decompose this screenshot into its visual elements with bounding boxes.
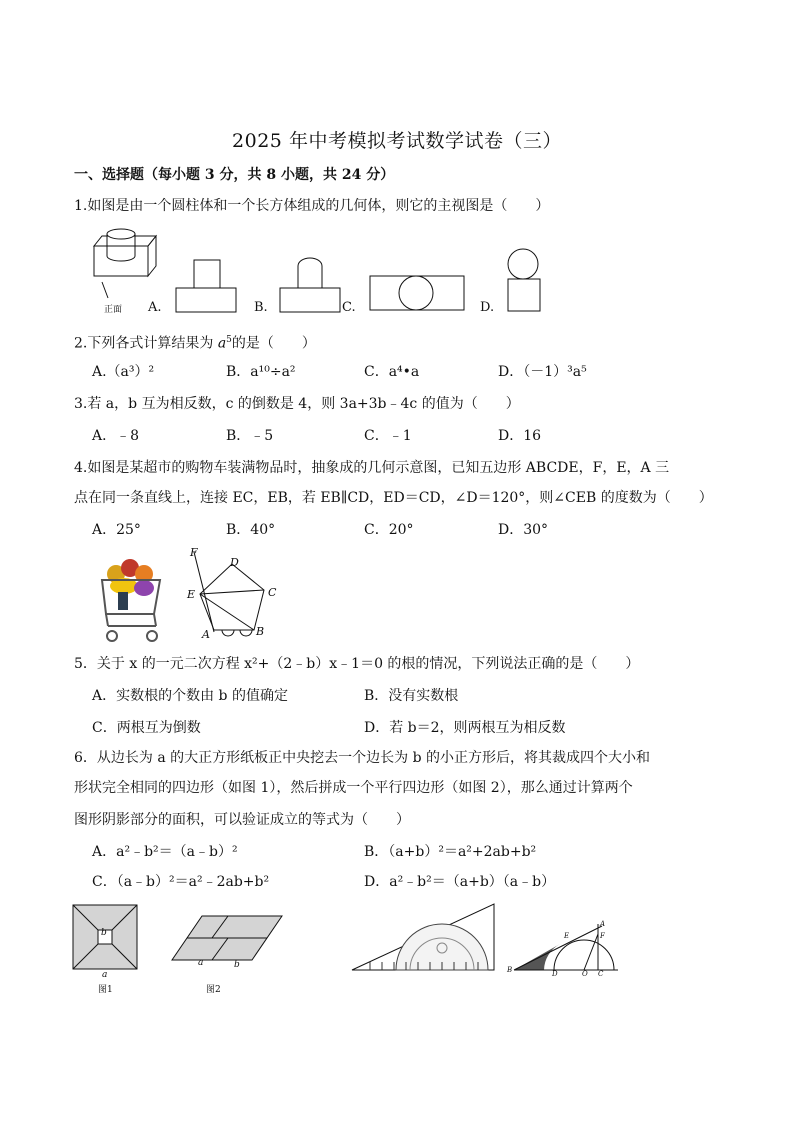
q6-fig2-b-label: b <box>234 960 240 970</box>
q6-option-c: C．（a﹣b）²＝a²﹣2ab+b² <box>92 874 270 890</box>
q5-option-b: B．没有实数根 <box>364 688 459 704</box>
q1-option-d-figure <box>504 248 544 316</box>
q2-option-d: D．（－1）³a⁵ <box>498 364 587 380</box>
q5-option-d: D．若 b＝2，则两根互为相反数 <box>364 720 566 736</box>
q4-label-e: E <box>187 588 196 601</box>
q6-fig1-b-label: b <box>101 928 107 938</box>
q6-fig4-label-a: A <box>600 920 606 928</box>
q6-fig1-caption: 图1 <box>98 985 113 995</box>
q2-option-a: A.（a³）² <box>92 364 155 380</box>
q6-option-a: A．a²﹣b²＝（a﹣b）² <box>92 844 238 860</box>
q4-option-b: B．40° <box>226 522 276 538</box>
q6-option-d: D．a²﹣b²＝（a+b）（a﹣b） <box>364 874 556 890</box>
protractor-ruler-figure <box>350 902 496 974</box>
q6-figure-2 <box>172 914 284 962</box>
question-5-stem: 5．关于 x 的一元二次方程 x²+（2﹣b）x﹣1＝0 的根的情况，下列说法正确的是（ ） <box>74 656 640 672</box>
q1-option-b-label: B. <box>254 300 268 315</box>
q4-label-d: D <box>230 556 239 569</box>
question-2-stem <box>74 330 316 354</box>
q4-label-a: A <box>202 628 210 641</box>
q2-stem-pre: 2.下列各式计算结果为 <box>74 335 218 352</box>
q1-front-label: 正面 <box>104 305 123 315</box>
question-6-line-3: 图形阴影部分的面积，可以验证成立的等式为（ ） <box>74 812 410 828</box>
q4-label-b: B <box>256 625 265 638</box>
page-title: 2025 年中考模拟考试数学试卷（三） <box>232 130 562 152</box>
q4-option-a: A．25° <box>92 522 141 538</box>
q5-option-c: C．两根互为倒数 <box>92 720 201 736</box>
q1-option-b-figure <box>278 256 344 314</box>
q2-stem-var: a <box>217 335 227 352</box>
q4-option-d: D．30° <box>498 522 549 538</box>
question-6-line-2: 形状完全相同的四边形（如图 1），然后拼成一个平行四边形（如图 2），那么通过计算两个 <box>74 780 633 796</box>
q1-option-c-label: C. <box>342 300 356 315</box>
q1-option-c-figure <box>368 272 466 314</box>
question-4-line-1: 4.如图是某超市的购物车装满物品时，抽象成的几何示意图，已知五边形 ABCDE，F，E，A 三 <box>74 460 670 476</box>
q6-fig4-label-c: C <box>598 970 604 978</box>
q4-label-c: C <box>268 586 277 599</box>
question-3-stem: 3.若 a，b 互为相反数，c 的倒数是 4，则 3a+3b﹣4c 的值为（ ） <box>74 396 520 412</box>
q4-label-f: F <box>190 546 198 559</box>
q3-option-d: D．16 <box>498 428 542 444</box>
q6-fig2-a-label: a <box>198 958 204 968</box>
question-6-line-1: 6．从边长为 a 的大正方形纸板正中央挖去一个边长为 b 的小正方形后，将其裁成四个大小和 <box>74 750 651 766</box>
q4-option-c: C．20° <box>364 522 414 538</box>
q6-option-b: B．（a+b）²＝a²+2ab+b² <box>364 844 537 860</box>
section-heading: 一、选择题（每小题 3 分，共 8 小题，共 24 分） <box>74 167 395 183</box>
question-1-stem: 1.如图是由一个圆柱体和一个长方体组成的几何体，则它的主视图是（ ） <box>74 198 550 214</box>
q2-stem-exp: 5 <box>226 335 232 345</box>
q6-fig4-label-o: O <box>582 970 588 978</box>
q6-fig4-label-b: B <box>507 966 513 974</box>
question-4-line-2: 点在同一条直线上，连接 EC，EB，若 EB∥CD，ED＝CD，∠D＝120°，则∠CEB 的度数为（ ） <box>74 490 713 506</box>
q2-option-b: B．a¹⁰÷a² <box>226 364 296 380</box>
q2-option-c: C．a⁴•a <box>364 364 420 380</box>
q6-fig1-a-label: a <box>102 970 108 980</box>
q3-option-b: B．﹣5 <box>226 428 274 444</box>
q1-option-a-label: A. <box>148 300 162 315</box>
q6-fig2-caption: 图2 <box>206 985 221 995</box>
q2-stem-post: 的是（ ） <box>231 335 316 352</box>
q1-option-d-label: D. <box>480 300 495 315</box>
semicircle-figure <box>510 920 622 974</box>
q6-fig4-label-d: D <box>552 970 558 978</box>
q1-option-a-figure <box>174 258 240 314</box>
q6-fig4-label-f: F <box>600 932 605 940</box>
q3-option-c: C．﹣1 <box>364 428 412 444</box>
q3-option-a: A．﹣8 <box>92 428 140 444</box>
q6-fig4-label-e: E <box>564 932 570 940</box>
shopping-cart-image <box>96 552 166 644</box>
q5-option-a: A．实数根的个数由 b 的值确定 <box>92 688 288 704</box>
